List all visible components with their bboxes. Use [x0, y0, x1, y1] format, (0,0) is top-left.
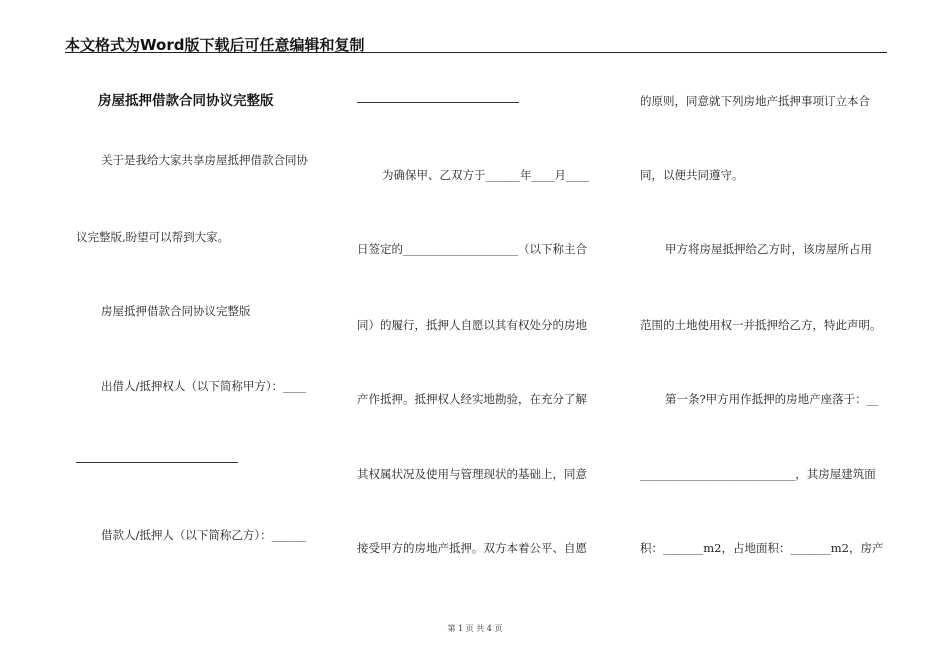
lender-line: 出借人/抵押权人（以下简称甲方）：____: [101, 379, 307, 393]
paragraph-line: 产作抵押。抵押权人经实地勘验，在充分了解: [357, 392, 587, 406]
article-1-line: 第一条?甲方用作抵押的房地产座落于：__: [665, 392, 879, 406]
document-header: 本文格式为Word版下载后可任意编辑和复制: [65, 36, 365, 54]
paragraph-line: 日签定的____________________（以下称主合: [357, 242, 587, 256]
paragraph-line: 关于是我给大家共享房屋抵押借款合同协: [101, 153, 308, 167]
paragraph-line: 同）的履行，抵押人自愿以其有权处分的房地: [357, 318, 587, 332]
paragraph-line: 接受甲方的房地产抵押。双方本着公平、自愿: [357, 541, 587, 555]
blank-underline: [76, 462, 238, 463]
paragraph-line: ___________________________，其房屋建筑面: [640, 467, 876, 481]
page-number: 第 1 页 共 4 页: [447, 624, 503, 633]
paragraph-line: 范围的土地使用权一并抵押给乙方，特此声明。: [640, 318, 882, 332]
paragraph-line: 甲方将房屋抵押给乙方时，该房屋所占用: [665, 242, 872, 256]
paragraph-line: 的原则，同意就下列房地产抵押事项订立本合: [640, 94, 870, 108]
paragraph-line: 积：_______m2，占地面积：_______m2，房产: [640, 541, 884, 555]
document-title: 房屋抵押借款合同协议完整版: [98, 93, 274, 109]
paragraph-line: 议完整版,盼望可以帮到大家。: [76, 230, 230, 244]
paragraph-line: 其权属状况及使用与管理现状的基础上，同意: [357, 467, 587, 481]
paragraph-line: 为确保甲、乙双方于______年____月____: [382, 168, 589, 182]
borrower-line: 借款人/抵押人（以下简称乙方）：______: [101, 528, 307, 542]
paragraph-line: 同，以便共同遵守。: [640, 168, 744, 182]
section-subtitle: 房屋抵押借款合同协议完整版: [101, 304, 251, 318]
header-divider: [65, 52, 887, 53]
blank-underline: [357, 102, 519, 103]
